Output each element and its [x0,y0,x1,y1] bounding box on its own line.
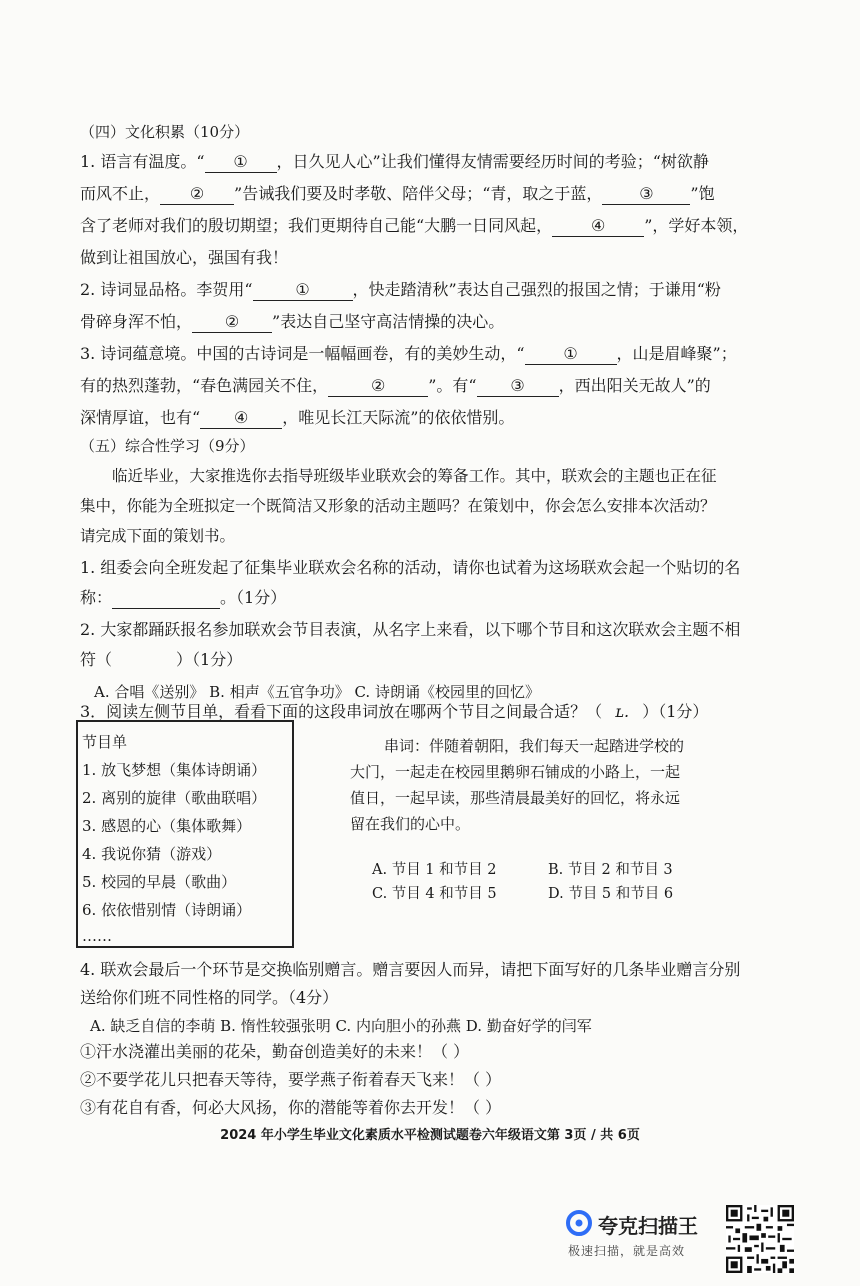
intro-line3: 请完成下面的策划书。 [80,527,236,545]
q5-2-options: A. 合唱《送别》 B. 相声《五官争功》 C. 诗朗诵《校园里的回忆》 [94,683,540,701]
q5-2-line2: 符（ ）（1分） [80,650,243,669]
q5-2-line1: 2. 大家都踊跃报名参加联欢会节目表演，从名字上来看，以下哪个节目和这次联欢会主题不相 [80,620,741,639]
program-item: 1. 放飞梦想（集体诗朗诵） [82,761,267,779]
blank-4[interactable]: ④ [552,216,644,237]
chuanci-line: 大门，一起走在校园里鹅卵石铺成的小路上，一起 [350,763,681,781]
program-item: 2. 离别的旋律（歌曲联唱） [82,789,267,807]
program-list-box [76,720,294,948]
q4-1-line2: 而风不止， ② ”告诫我们要及时孝敬、陪伴父母；“青，取之于蓝， ③ ”饱 [80,184,715,203]
section-4-title: （四）文化积累（10分） [80,123,250,141]
q5-1-line1: 1. 组委会向全班发起了征集毕业联欢会名称的活动，请你也试着为这场联欢会起一个贴切的名 [80,558,741,577]
chuanci-line: 留在我们的心中。 [350,815,471,833]
q5-3-option-a: A. 节目 1 和节目 2 [372,862,497,878]
blank-3[interactable]: ③ [602,184,690,205]
q5-4-line2: 送给你们班不同性格的同学。（4分） [80,988,339,1007]
intro-line1: 临近毕业，大家推选你去指导班级毕业联欢会的筹备工作。其中，联欢会的主题也正在征 [112,467,717,485]
program-item: 4. 我说你猜（游戏） [82,845,222,863]
program-item: …… [82,927,112,945]
q5-4-statement: ①汗水浇灌出美丽的花朵，勤奋创造美好的未来！（ ） [80,1042,470,1061]
program-title: 节目单 [82,733,128,751]
q4-2-line2: 骨碎身浑不怕， ② ”表达自己坚守高洁情操的决心。 [80,312,505,331]
q4-1-line3: 含了老师对我们的殷切期望；我们更期待自己能“大鹏一日同风起， ④ ”，学好本领， [80,216,749,235]
q5-4-statement: ②不要学花儿只把春天等待，要学燕子衔着春天飞来！（ ） [80,1070,502,1089]
section-5-title: （五）综合性学习（9分） [80,437,255,455]
blank-7[interactable]: ① [525,344,617,365]
chuanci-line: 值日，一起早读，那些清晨最美好的回忆，将永远 [350,789,681,807]
blank-6[interactable]: ② [192,312,272,333]
q5-4-line1: 4. 联欢会最后一个环节是交换临别赠言。赠言要因人而异，请把下面写好的几条毕业赠言分别 [80,960,741,979]
intro-line2: 集中，你能为全班拟定一个既简洁又形象的活动主题吗？在策划中，你会怎么安排本次活动？ [80,497,716,515]
name-answer-blank[interactable] [112,588,220,609]
blank-5[interactable]: ① [253,280,353,301]
watermark-name: 夸克扫描王 [598,1214,698,1238]
q4-1-line1: 1. 语言有温度。“ ① ，日久见人心”让我们懂得友情需要经历时间的考验；“树欲静 [80,152,709,171]
blank-8[interactable]: ② [328,376,428,397]
watermark-slogan: 极速扫描，就是高效 [568,1244,686,1258]
q5-3-option-d: D. 节目 5 和节目 6 [548,886,674,902]
scanner-watermark [566,1204,716,1264]
q4-1-line4: 做到让祖国放心，强国有我！ [80,248,289,267]
q5-4-statement: ③有花自有香，何必大风扬，你的潜能等着你去开发！（ ） [80,1098,502,1117]
program-item: 5. 校园的早晨（歌曲） [82,873,237,891]
q4-2-line1: 2. 诗词显品格。李贺用“ ① ，快走踏清秋”表达自己强烈的报国之情；于谦用“粉 [80,280,721,299]
q4-3-line2: 有的热烈蓬勃，“春色满园关不住， ② ”。有“ ③ ，西出阳关无故人”的 [80,376,711,395]
q4-3-line3: 深情厚谊，也有“ ④ ，唯见长江天际流”的依依惜别。 [80,408,515,427]
blank-1[interactable]: ① [205,152,277,173]
q5-3-line: 3．阅读左侧节目单，看看下面的这段串词放在哪两个节目之间最合适？（ ʟ. ）（1分） [80,702,709,721]
program-item: 6. 依依惜别情（诗朗诵） [82,901,252,919]
q4-3-line1: 3. 诗词蕴意境。中国的古诗词是一幅幅画卷，有的美妙生动，“ ① ，山是眉峰聚”； [80,344,737,363]
q5-4-options: A. 缺乏自信的李萌 B. 惰性较强张明 C. 内向胆小的孙燕 D. 勤奋好学的闫军 [90,1017,592,1035]
q5-3-option-c: C. 节目 4 和节目 5 [372,886,497,902]
chuanci-line: 串词：伴随着朝阳，我们每天一起踏进学校的 [384,737,685,755]
blank-2[interactable]: ② [160,184,234,205]
handwritten-answer[interactable]: ʟ. [615,702,630,721]
blank-10[interactable]: ④ [200,408,282,429]
program-item: 3. 感恩的心（集体歌舞） [82,817,252,835]
page-footer: 2024 年小学生毕业文化素质水平检测试题卷六年级语文第 3页 / 共 6页 [220,1128,640,1143]
blank-9[interactable]: ③ [477,376,559,397]
quark-logo-icon [566,1210,592,1236]
q5-1-line2: 称： 。（1分） [80,588,287,607]
q5-3-option-b: B. 节目 2 和节目 3 [548,862,673,878]
qr-code-icon [726,1205,794,1273]
